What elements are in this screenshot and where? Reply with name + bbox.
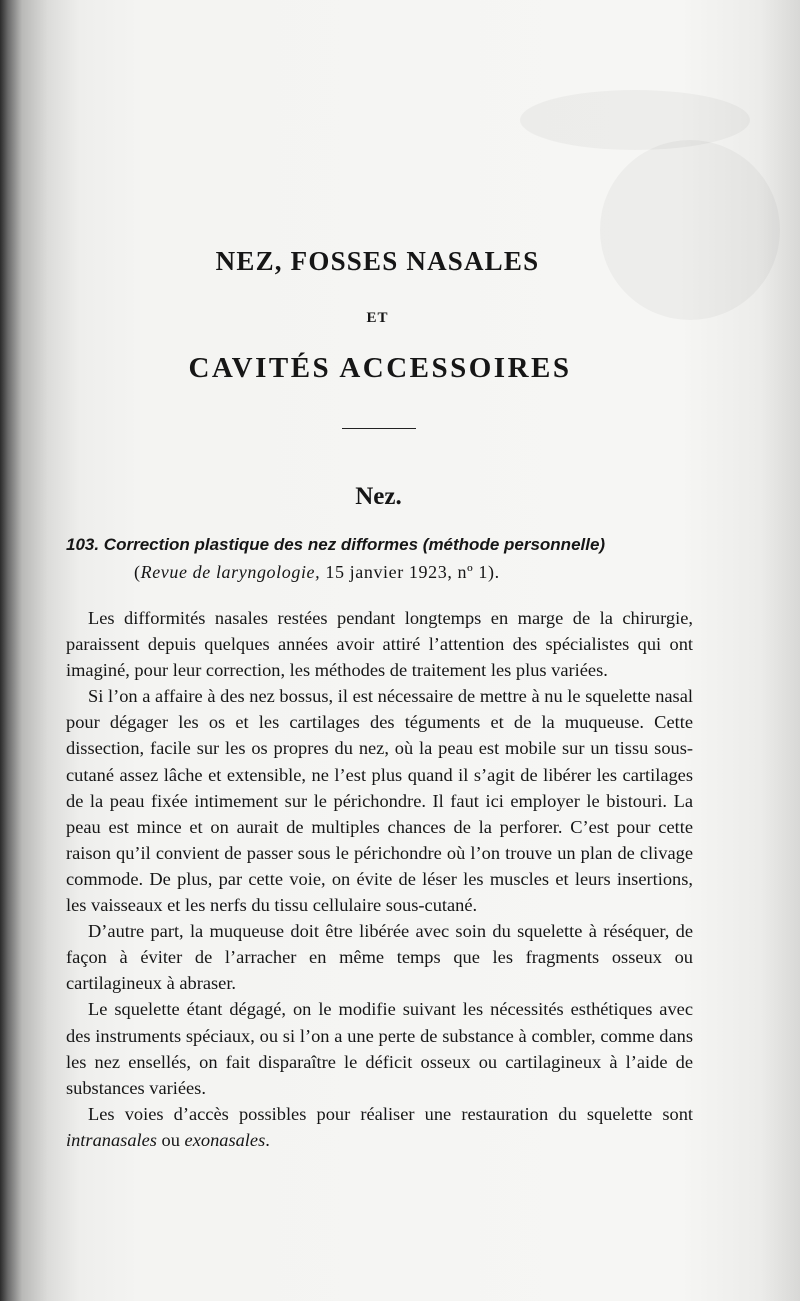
paragraph-text: ou <box>156 1129 185 1150</box>
title-divider <box>342 428 416 429</box>
chapter-title: NEZ, FOSSES NASALES <box>215 246 540 276</box>
reference-date: 15 janvier 1923, nº 1). <box>320 562 500 582</box>
paragraph: Le squelette étant dégagé, on le modifie suivant les nécessités esthétiques avec des instruments spéciaux, ou si l’on a une perte de substance à combler, comme dans les nez ensellés, on fait disparaître le déficit osseux ou cartilagineux à l’aide de substances variées. <box>66 999 693 1098</box>
paragraph <box>66 1101 693 1153</box>
paragraph-text: Les voies d’accès possibles pour réaliser une restauration du squelette sont <box>88 1103 693 1124</box>
article-body <box>66 605 693 1153</box>
article-title: 103. Correction plastique des nez difformes (méthode personnelle) <box>66 535 606 554</box>
bleed-through-shadow <box>600 140 780 320</box>
reference-journal: Revue de laryngologie, <box>140 562 321 582</box>
emphasis-term: intranasales <box>66 1129 157 1150</box>
bleed-through-shadow <box>520 90 750 150</box>
reference-open-paren: ( <box>134 562 141 582</box>
article-reference <box>134 562 500 583</box>
paragraph: Si l’on a affaire à des nez bossus, il est nécessaire de mettre à nu le squelette nasal pour dégager les os et les cartilages des téguments et de la muqueuse. Cette dissection, facile sur les os propres du nez, où la peau est mobile sur un tissu sous-cutané assez lâche et extensible, ne l’est plus quand il s’agit de libérer les cartilages de la peau fixée intimement sur le périchondre. Il faut ici employer le bistouri. La peau est mince et on aurait de multiples chances de la perforer. C’est pour cette raison qu’il convient de passer sous le périchondre où l’on trouve un plan de clivage commode. De plus, par cette voie, on évite de léser les muscles et leurs insertions, les vaisseaux et les nerfs du tissu cellulaire sous-cutané. <box>66 686 693 916</box>
paragraph: Les difformités nasales restées pendant longtemps en marge de la chirurgie, paraissent depuis quelques années avoir attiré l’attention des spécialistes qui ont imaginé, pour leur correction, les méthodes de traitement les plus variées. <box>66 608 693 681</box>
section-heading: Nez. <box>355 483 402 510</box>
paragraph-text: . <box>265 1129 270 1150</box>
emphasis-term: exonasales <box>184 1129 266 1150</box>
paragraph: D’autre part, la muqueuse doit être libérée avec soin du squelette à réséquer, de façon à éviter de l’arracher en même temps que les fragments osseux ou cartilagineux à abraser. <box>66 921 693 994</box>
chapter-subtitle: CAVITÉS ACCESSOIRES <box>188 352 572 384</box>
chapter-title-conjunction: ET <box>366 310 389 326</box>
